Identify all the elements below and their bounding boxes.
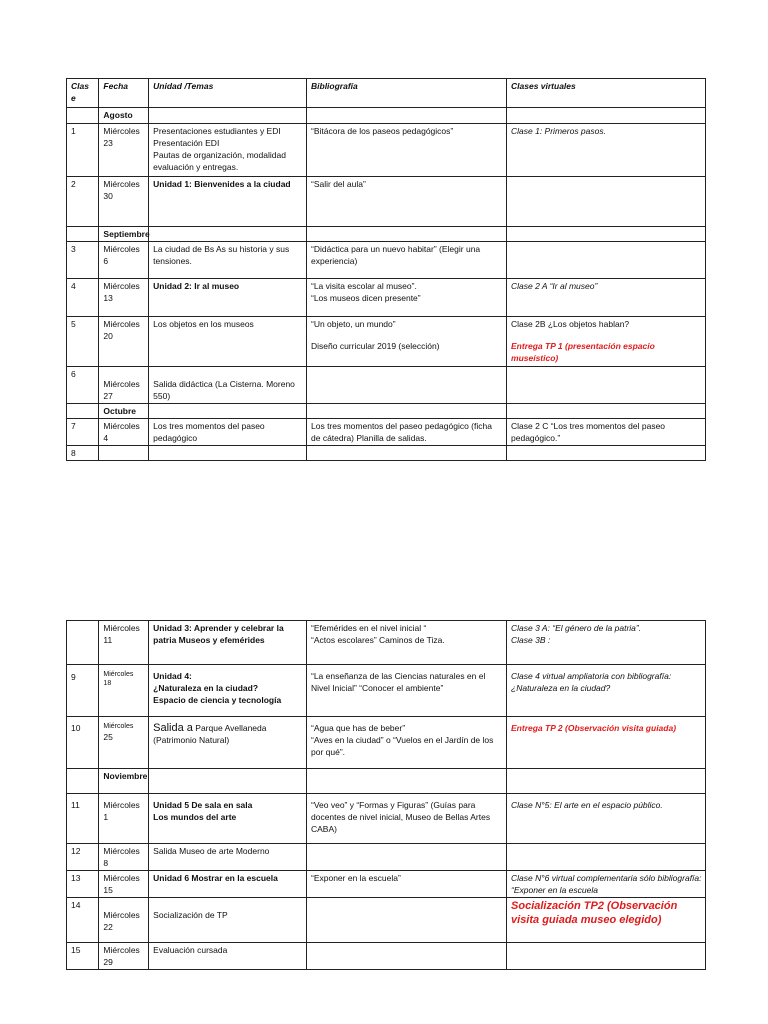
topic-cell: Unidad 5 De sala en sala Los mundos del arte bbox=[149, 794, 307, 844]
topic-cell: Presentaciones estudiantes y EDI Presentación EDI Pautas de organización, modalidad evaluación y entregas. bbox=[149, 124, 307, 177]
header-clase: Clas e bbox=[67, 79, 99, 108]
header-fecha: Fecha bbox=[99, 79, 149, 108]
date-cell: Miércoles 29 bbox=[99, 943, 149, 970]
table-row bbox=[67, 177, 706, 227]
table-row bbox=[67, 242, 706, 279]
virtual-class-cell: Clase 2 A “Ir al museo” bbox=[507, 279, 706, 317]
topic-cell: Unidad 3: Aprender y celebrar la patria Museos y efemérides bbox=[149, 621, 307, 665]
topic-cell: Socialización de TP bbox=[149, 898, 307, 943]
virtual-class-cell bbox=[507, 717, 706, 769]
header-bibliografia: Bibliografía bbox=[307, 79, 507, 108]
topic-cell: Unidad 4: ¿Naturaleza en la ciudad? Espacio de ciencia y tecnología bbox=[149, 665, 307, 717]
virtual-class-cell bbox=[507, 943, 706, 970]
table-row bbox=[67, 871, 706, 898]
table-row bbox=[67, 446, 706, 461]
topic-cell: Los objetos en los museos bbox=[149, 317, 307, 367]
virtual-class-cell: Clase 2B ¿Los objetos hablan? Entrega TP 1 (presentación espacio museístico) bbox=[507, 317, 706, 367]
class-number bbox=[67, 621, 99, 665]
table-row bbox=[67, 943, 706, 970]
month-row bbox=[67, 108, 706, 124]
date-cell: Miércoles 27 bbox=[99, 367, 149, 404]
table-row bbox=[67, 621, 706, 665]
virtual-class-cell bbox=[507, 898, 706, 943]
virtual-class-cell: Clase 3 A: “El género de la patria”. Clase 3B : bbox=[507, 621, 706, 665]
bibliography-cell: “Didáctica para un nuevo habitar” (Elegir una experiencia) bbox=[307, 242, 507, 279]
date-cell: Miércoles 6 bbox=[99, 242, 149, 279]
month-row bbox=[67, 769, 706, 794]
topic-cell: Salida a Parque Avellaneda (Patrimonio Natural) bbox=[149, 717, 307, 769]
bibliography-cell: “Salir del aula” bbox=[307, 177, 507, 227]
virtual-class-cell: Clase 4 virtual ampliatoria con bibliografía: ¿Naturaleza en la ciudad? bbox=[507, 665, 706, 717]
schedule-table-october-november bbox=[66, 620, 706, 970]
class-number: 8 bbox=[67, 446, 99, 461]
header-clases-virtuales: Clases virtuales bbox=[507, 79, 706, 108]
class-number: 2 bbox=[67, 177, 99, 227]
class-number: 3 bbox=[67, 242, 99, 279]
topic-cell: Evaluación cursada bbox=[149, 943, 307, 970]
topic-cell: Salida didáctica (La Cisterna. Moreno 550) bbox=[149, 367, 307, 404]
table-row bbox=[67, 844, 706, 871]
class-number: 7 bbox=[67, 419, 99, 446]
date-cell: Miércoles 15 bbox=[99, 871, 149, 898]
date-cell: Miércoles 11 bbox=[99, 621, 149, 665]
topic-cell: Unidad 6 Mostrar en la escuela bbox=[149, 871, 307, 898]
virtual-class-cell: Clase N°6 virtual complementaria sólo bibliografía: “Exponer en la escuela bbox=[507, 871, 706, 898]
bibliography-cell bbox=[307, 844, 507, 871]
topic-cell: Salida Museo de arte Moderno bbox=[149, 844, 307, 871]
date-cell: Miércoles 4 bbox=[99, 419, 149, 446]
class-number: 12 bbox=[67, 844, 99, 871]
bibliography-cell bbox=[307, 367, 507, 404]
deadline-note: Entrega TP 2 (Observación visita guiada) bbox=[511, 723, 677, 733]
bibliography-cell: Los tres momentos del paseo pedagógico (ficha de cátedra) Planilla de salidas. bbox=[307, 419, 507, 446]
class-number: 15 bbox=[67, 943, 99, 970]
class-number: 4 bbox=[67, 279, 99, 317]
bibliography-cell bbox=[307, 898, 507, 943]
class-number: 10 bbox=[67, 717, 99, 769]
class-number: 1 bbox=[67, 124, 99, 177]
month-row bbox=[67, 404, 706, 419]
table-row bbox=[67, 794, 706, 844]
table-row bbox=[67, 317, 706, 367]
topic-cell: Unidad 2: Ir al museo bbox=[149, 279, 307, 317]
bibliography-cell: “Exponer en la escuela” bbox=[307, 871, 507, 898]
virtual-class-cell bbox=[507, 844, 706, 871]
virtual-class-cell bbox=[507, 177, 706, 227]
date-cell: Miércoles 22 bbox=[99, 898, 149, 943]
date-cell: Miércoles 1 bbox=[99, 794, 149, 844]
date-cell: Miércoles 25 bbox=[99, 717, 149, 769]
date-cell: Miércoles 23 bbox=[99, 124, 149, 177]
month-label: Octubre bbox=[99, 404, 149, 419]
header-unidad: Unidad /Temas bbox=[149, 79, 307, 108]
class-number: 13 bbox=[67, 871, 99, 898]
date-cell: Miércoles 30 bbox=[99, 177, 149, 227]
class-number: 9 bbox=[67, 665, 99, 717]
virtual-class-cell: Clase 1: Primeros pasos. bbox=[507, 124, 706, 177]
bibliography-cell: “Bitácora de los paseos pedagógicos” bbox=[307, 124, 507, 177]
virtual-class-cell bbox=[507, 367, 706, 404]
class-number: 14 bbox=[67, 898, 99, 943]
month-row bbox=[67, 227, 706, 242]
month-label: Agosto bbox=[99, 108, 149, 124]
table-row bbox=[67, 717, 706, 769]
table-row bbox=[67, 898, 706, 943]
date-cell: Miércoles 20 bbox=[99, 317, 149, 367]
bibliography-cell bbox=[307, 943, 507, 970]
date-cell: Miércoles 18 bbox=[99, 665, 149, 717]
table-row bbox=[67, 665, 706, 717]
class-number: 6 bbox=[67, 367, 99, 404]
month-label: Septiembre bbox=[99, 227, 149, 242]
virtual-class-cell: Clase 2 C “Los tres momentos del paseo pedagógico.” bbox=[507, 419, 706, 446]
bibliography-cell: “Agua que has de beber” “Aves en la ciudad” o “Vuelos en el Jardín de los por qué”. bbox=[307, 717, 507, 769]
topic-cell: La ciudad de Bs As su historia y sus tensiones. bbox=[149, 242, 307, 279]
table-row bbox=[67, 419, 706, 446]
bibliography-cell: “Efemérides en el nivel inicial “ “Actos escolares” Caminos de Tiza. bbox=[307, 621, 507, 665]
table-row bbox=[67, 279, 706, 317]
month-label: Noviembre bbox=[99, 769, 149, 794]
bibliography-cell: “Un objeto, un mundo” Diseño curricular 2019 (selección) bbox=[307, 317, 507, 367]
topic-cell: Unidad 1: Bienvenides a la ciudad bbox=[149, 177, 307, 227]
virtual-class-cell bbox=[507, 242, 706, 279]
bibliography-cell: “La visita escolar al museo”. “Los museos dicen presente” bbox=[307, 279, 507, 317]
date-cell: Miércoles 13 bbox=[99, 279, 149, 317]
class-number: 11 bbox=[67, 794, 99, 844]
date-cell: Miércoles 8 bbox=[99, 844, 149, 871]
table-header-row bbox=[67, 79, 706, 108]
deadline-note: Socialización TP2 (Observación visita guiada museo elegido) bbox=[511, 900, 678, 926]
topic-cell: Los tres momentos del paseo pedagógico bbox=[149, 419, 307, 446]
class-number: 5 bbox=[67, 317, 99, 367]
table-row bbox=[67, 124, 706, 177]
bibliography-cell: “La enseñanza de las Ciencias naturales en el Nivel Inicial” “Conocer el ambiente” bbox=[307, 665, 507, 717]
virtual-class-cell: Clase N°5: El arte en el espacio público. bbox=[507, 794, 706, 844]
table-row bbox=[67, 367, 706, 404]
schedule-table-august-october bbox=[66, 78, 706, 461]
bibliography-cell: “Veo veo” y “Formas y Figuras” (Guías para docentes de nivel inicial, Museo de Bellas Artes CABA) bbox=[307, 794, 507, 844]
deadline-note: Entrega TP 1 (presentación espacio museístico) bbox=[511, 341, 655, 363]
